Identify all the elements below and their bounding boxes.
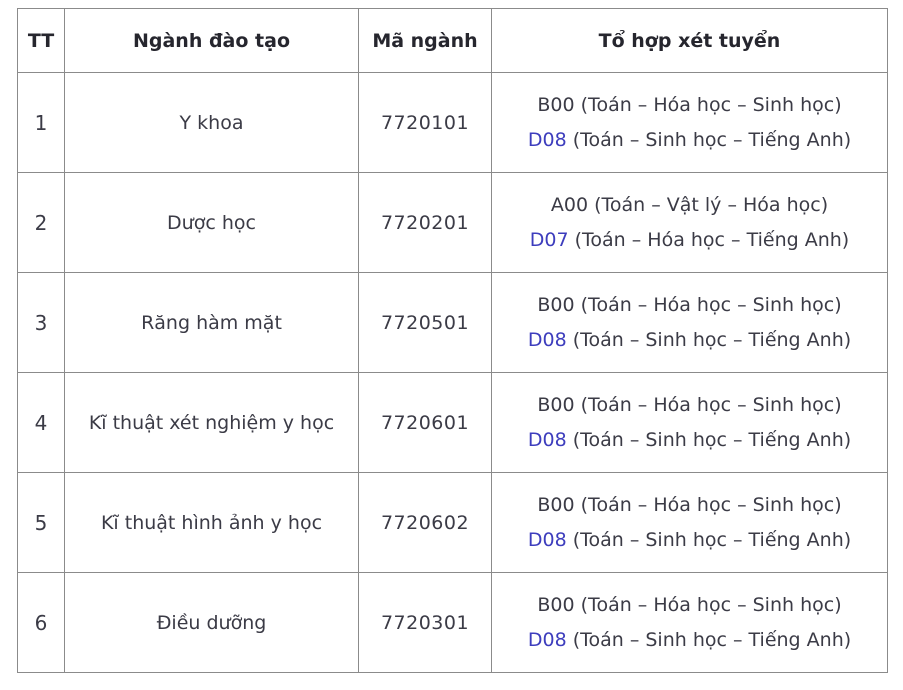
combo-line xyxy=(496,288,883,323)
major-code: 7720601 xyxy=(359,373,492,473)
col-header-to-hop-xet-tuyen: Tổ hợp xét tuyển xyxy=(492,9,888,73)
row-number: 2 xyxy=(18,173,65,273)
combo-code: D08 xyxy=(527,528,567,551)
combo-line xyxy=(496,323,883,358)
header-row xyxy=(18,9,888,73)
row-number: 6 xyxy=(18,573,65,673)
combo-cell xyxy=(492,173,888,273)
combo-subjects: (Toán – Vật lý – Hóa học) xyxy=(588,193,829,216)
major-name: Dược học xyxy=(65,173,359,273)
combo-code: D08 xyxy=(527,428,567,451)
major-name: Kĩ thuật hình ảnh y học xyxy=(65,473,359,573)
combo-cell xyxy=(492,73,888,173)
combo-subjects: (Toán – Hóa học – Tiếng Anh) xyxy=(568,228,850,251)
combo-code: D08 xyxy=(527,628,567,651)
combo-code: B00 xyxy=(537,493,575,516)
combo-line xyxy=(496,488,883,523)
combo-subjects: (Toán – Hóa học – Sinh học) xyxy=(574,493,842,516)
row-number: 1 xyxy=(18,73,65,173)
combo-line xyxy=(496,223,883,258)
combo-subjects: (Toán – Hóa học – Sinh học) xyxy=(574,593,842,616)
combo-code: B00 xyxy=(537,393,575,416)
combo-code: D08 xyxy=(527,128,567,151)
combo-line xyxy=(496,123,883,158)
combo-subjects: (Toán – Sinh học – Tiếng Anh) xyxy=(566,628,852,651)
combo-subjects: (Toán – Hóa học – Sinh học) xyxy=(574,293,842,316)
col-header-tt: TT xyxy=(18,9,65,73)
major-code: 7720101 xyxy=(359,73,492,173)
combo-cell xyxy=(492,373,888,473)
table-body xyxy=(18,73,888,673)
admission-table xyxy=(17,8,888,673)
table-row xyxy=(18,473,888,573)
major-code: 7720301 xyxy=(359,573,492,673)
combo-subjects: (Toán – Sinh học – Tiếng Anh) xyxy=(566,328,852,351)
combo-subjects: (Toán – Hóa học – Sinh học) xyxy=(574,393,842,416)
major-code: 7720602 xyxy=(359,473,492,573)
combo-line xyxy=(496,88,883,123)
combo-code: B00 xyxy=(537,293,575,316)
col-header-nganh-dao-tao: Ngành đào tạo xyxy=(65,9,359,73)
table-row xyxy=(18,273,888,373)
combo-cell xyxy=(492,473,888,573)
combo-line xyxy=(496,623,883,658)
combo-line xyxy=(496,388,883,423)
combo-code: B00 xyxy=(537,593,575,616)
table-row xyxy=(18,573,888,673)
row-number: 3 xyxy=(18,273,65,373)
major-name: Điều dưỡng xyxy=(65,573,359,673)
combo-subjects: (Toán – Sinh học – Tiếng Anh) xyxy=(566,428,852,451)
combo-line xyxy=(496,188,883,223)
row-number: 5 xyxy=(18,473,65,573)
table-header xyxy=(18,9,888,73)
table-row xyxy=(18,173,888,273)
combo-code: D08 xyxy=(527,328,567,351)
combo-line xyxy=(496,523,883,558)
combo-line xyxy=(496,588,883,623)
major-name: Y khoa xyxy=(65,73,359,173)
combo-cell xyxy=(492,573,888,673)
major-code: 7720501 xyxy=(359,273,492,373)
combo-cell xyxy=(492,273,888,373)
table-row xyxy=(18,373,888,473)
major-code: 7720201 xyxy=(359,173,492,273)
combo-line xyxy=(496,423,883,458)
combo-subjects: (Toán – Sinh học – Tiếng Anh) xyxy=(566,128,852,151)
combo-subjects: (Toán – Sinh học – Tiếng Anh) xyxy=(566,528,852,551)
table-row xyxy=(18,73,888,173)
combo-code: D07 xyxy=(529,228,569,251)
combo-code: A00 xyxy=(550,193,589,216)
row-number: 4 xyxy=(18,373,65,473)
major-name: Kĩ thuật xét nghiệm y học xyxy=(65,373,359,473)
combo-subjects: (Toán – Hóa học – Sinh học) xyxy=(574,93,842,116)
col-header-ma-nganh: Mã ngành xyxy=(359,9,492,73)
major-name: Răng hàm mặt xyxy=(65,273,359,373)
admission-table-container xyxy=(17,8,888,673)
combo-code: B00 xyxy=(537,93,575,116)
